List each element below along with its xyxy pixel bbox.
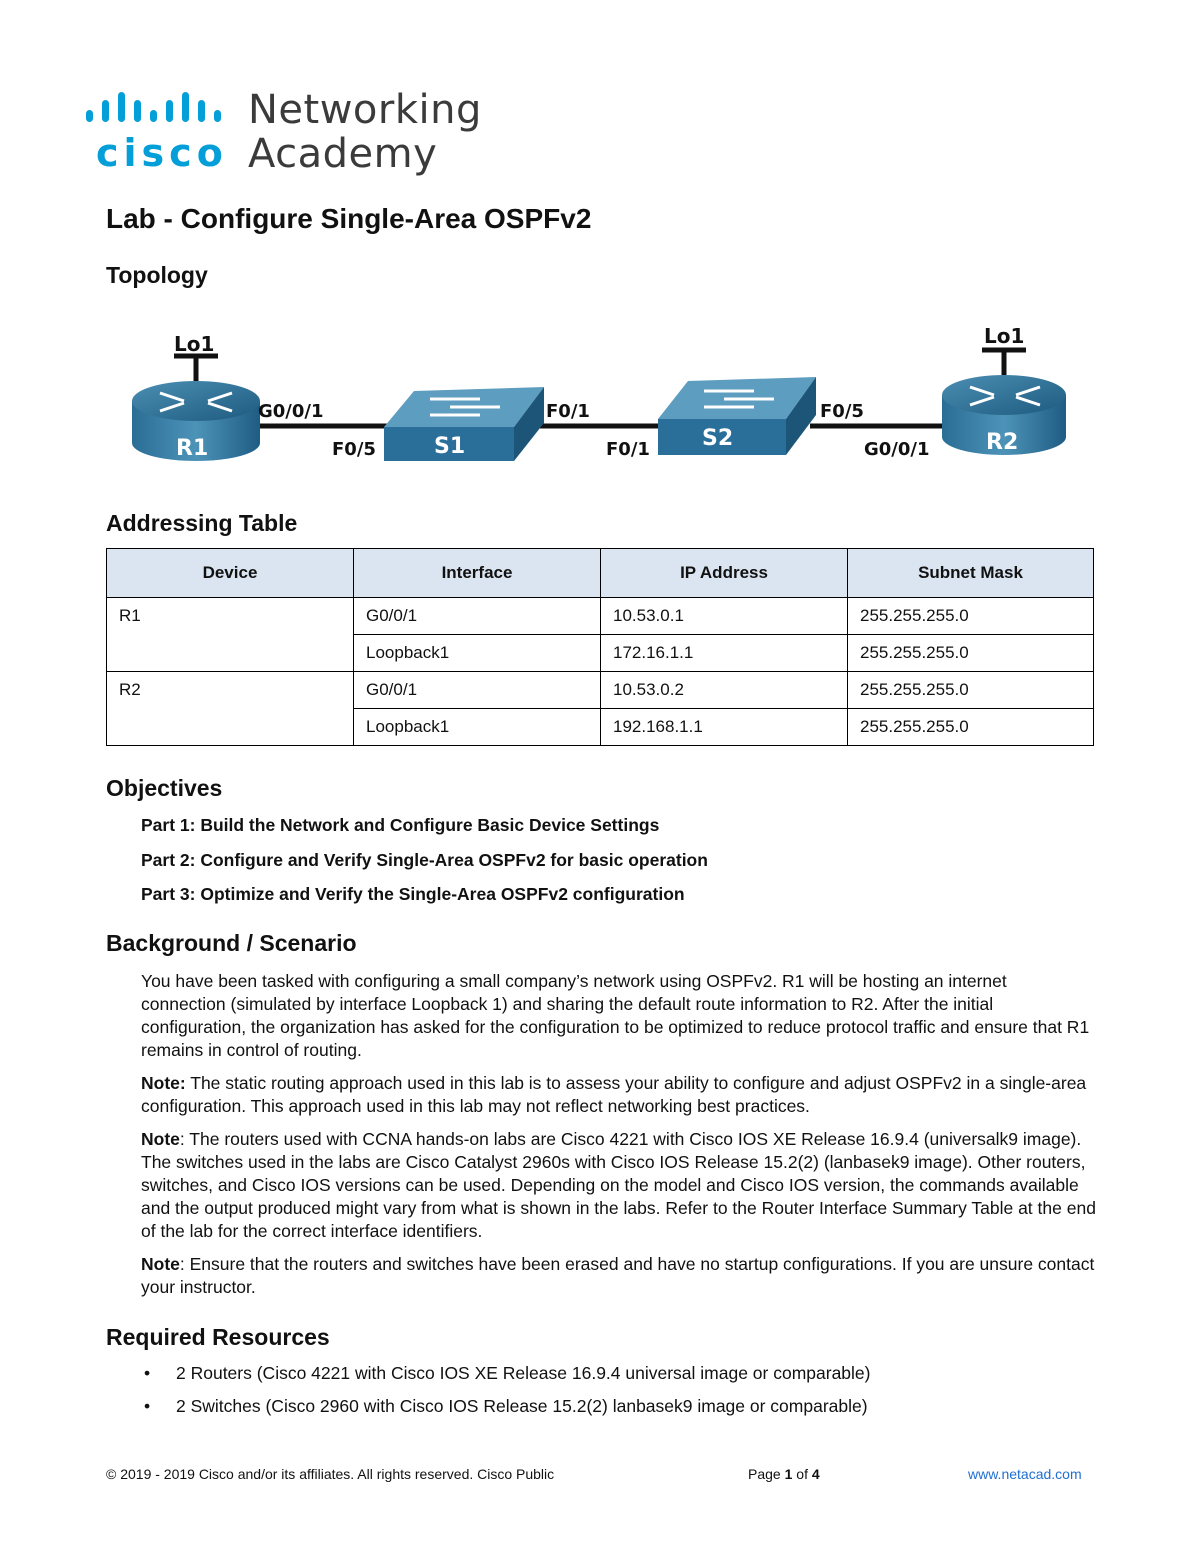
r2-loopback-label: Lo1 bbox=[984, 324, 1025, 348]
s2-left-interface-label: F0/1 bbox=[606, 439, 650, 460]
bullet-icon: • bbox=[144, 1396, 151, 1416]
topology-diagram bbox=[100, 315, 1100, 485]
addressing-table bbox=[106, 548, 1094, 746]
interface-cell: G0/0/1 bbox=[354, 672, 601, 709]
logo-academy: Academy bbox=[248, 131, 438, 177]
ip-cell: 192.168.1.1 bbox=[601, 709, 848, 746]
s1-label: S1 bbox=[434, 434, 466, 459]
table-row bbox=[107, 672, 1094, 709]
r2-label: R2 bbox=[986, 430, 1019, 455]
footer-copyright: © 2019 - 2019 Cisco and/or its affiliates. All rights reserved. Cisco Public bbox=[106, 1466, 555, 1482]
page-title: Lab - Configure Single-Area OSPFv2 bbox=[106, 203, 592, 234]
objectives-heading: Objectives bbox=[106, 775, 223, 801]
ip-cell: 10.53.0.2 bbox=[601, 672, 848, 709]
r1-label: R1 bbox=[176, 436, 209, 461]
note-label: Note: bbox=[141, 1073, 186, 1093]
cisco-wordmark: cisco bbox=[96, 131, 228, 175]
ip-cell: 10.53.0.1 bbox=[601, 598, 848, 635]
mask-cell: 255.255.255.0 bbox=[848, 672, 1094, 709]
r1-loopback-label: Lo1 bbox=[174, 332, 215, 356]
column-header: Device bbox=[107, 549, 354, 598]
s2-label: S2 bbox=[702, 426, 734, 451]
column-header: Subnet Mask bbox=[848, 549, 1094, 598]
s2-right-interface-label: F0/5 bbox=[820, 401, 864, 422]
column-header: Interface bbox=[354, 549, 601, 598]
interface-cell: Loopback1 bbox=[354, 635, 601, 672]
background-heading: Background / Scenario bbox=[106, 930, 357, 956]
switch-s2-icon bbox=[658, 377, 816, 455]
r1-interface-label: G0/0/1 bbox=[258, 401, 324, 422]
table-header-row bbox=[107, 549, 1094, 598]
column-header: IP Address bbox=[601, 549, 848, 598]
bullet-icon: • bbox=[144, 1363, 151, 1383]
objective-item: Part 1: Build the Network and Configure Basic Device Settings bbox=[141, 815, 660, 835]
cisco-networking-academy-logo bbox=[82, 86, 482, 182]
note-label: Note bbox=[141, 1129, 180, 1149]
note-text: : Ensure that the routers and switches have been erased and have no startup configurations. If you are unsure contact your instructor. bbox=[141, 1254, 1095, 1297]
logo-networking: Networking bbox=[248, 87, 482, 133]
footer-page-number: Page 1 of 4 bbox=[748, 1466, 820, 1482]
addressing-heading: Addressing Table bbox=[106, 510, 298, 536]
s1-left-interface-label: F0/5 bbox=[332, 439, 376, 460]
background-section bbox=[141, 970, 1096, 1299]
cisco-bars-icon bbox=[82, 90, 242, 130]
list-item: • 2 Switches (Cisco 2960 with Cisco IOS Release 15.2(2) lanbasek9 image or comparable) bbox=[144, 1396, 868, 1416]
scenario-paragraph: You have been tasked with configuring a small company’s network using OSPFv2. R1 will be hosting an internet connection (simulated by interface Loopback 1) and sharing the default route information to R2. After the initial configuration, the organization has asked for the configuration to be optimized to reduce protocol traffic and ensure that R1 remains in control of routing. bbox=[141, 971, 1090, 1060]
footer-website-link[interactable]: www.netacad.com bbox=[968, 1466, 1082, 1482]
device-cell: R1 bbox=[107, 598, 354, 672]
mask-cell: 255.255.255.0 bbox=[848, 598, 1094, 635]
note-paragraph bbox=[141, 1072, 1096, 1118]
s1-right-interface-label: F0/1 bbox=[546, 401, 590, 422]
note-text: The static routing approach used in this lab is to assess your ability to configure and adjust OSPFv2 in a single-area configuration. This approach used in this lab may not reflect networking best practices. bbox=[141, 1073, 1087, 1116]
objective-item: Part 3: Optimize and Verify the Single-Area OSPFv2 configuration bbox=[141, 884, 685, 904]
interface-cell: Loopback1 bbox=[354, 709, 601, 746]
topology-heading: Topology bbox=[106, 262, 208, 288]
table-row bbox=[107, 598, 1094, 635]
note-text: : The routers used with CCNA hands-on labs are Cisco 4221 with Cisco IOS XE Release 16.9.4 (universalk9 image). The switches used in the labs are Cisco Catalyst 2960s with Cisco IOS Release 15.2(2) (lanbasek9 image). Other routers, switches, and Cisco IOS versions can be used. Depending on the model and Cisco IOS version, the commands available and the output produced might vary from what is shown in the labs. Refer to the Router Interface Summary Table at the end of the lab for the correct interface identifiers. bbox=[141, 1129, 1096, 1241]
list-item: • 2 Routers (Cisco 4221 with Cisco IOS XE Release 16.9.4 universal image or comparable) bbox=[144, 1363, 871, 1383]
note-paragraph bbox=[141, 1128, 1096, 1243]
mask-cell: 255.255.255.0 bbox=[848, 709, 1094, 746]
note-label: Note bbox=[141, 1254, 180, 1274]
r2-interface-label: G0/0/1 bbox=[864, 439, 930, 460]
device-cell: R2 bbox=[107, 672, 354, 746]
mask-cell: 255.255.255.0 bbox=[848, 635, 1094, 672]
ip-cell: 172.16.1.1 bbox=[601, 635, 848, 672]
note-paragraph bbox=[141, 1253, 1096, 1299]
objective-item: Part 2: Configure and Verify Single-Area OSPFv2 for basic operation bbox=[141, 850, 708, 870]
resources-heading: Required Resources bbox=[106, 1324, 330, 1350]
interface-cell: G0/0/1 bbox=[354, 598, 601, 635]
